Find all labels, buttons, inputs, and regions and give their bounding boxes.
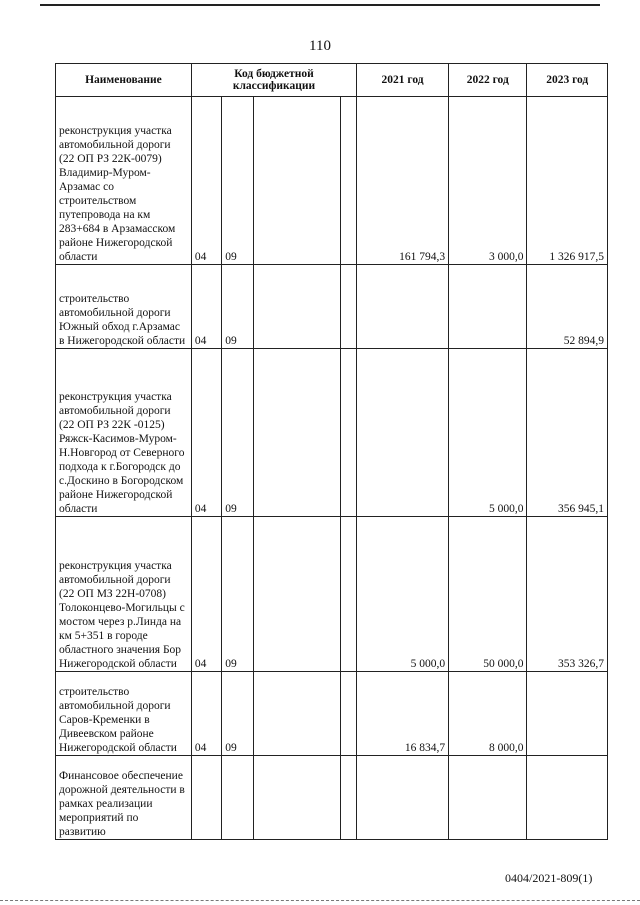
row-value-2021 xyxy=(357,349,449,517)
row-code-subsection: 09 xyxy=(222,97,253,265)
row-code-type xyxy=(341,756,357,840)
row-value-2021: 161 794,3 xyxy=(357,97,449,265)
row-name: строительство автомобильной дороги Саров-Кременки в Дивеевском районе Нижегородской области xyxy=(56,672,192,756)
row-code-section: 04 xyxy=(191,349,221,517)
page-number: 110 xyxy=(309,38,331,54)
row-value-2023: 356 945,1 xyxy=(527,349,608,517)
row-name: реконструкция участка автомобильной дороги (22 ОП МЗ 22Н-0708) Толоконцево-Могильцы с мостом через р.Линда на км 5+351 в городе областного значения Бор Нижегородской области xyxy=(56,517,192,672)
row-value-2023 xyxy=(527,756,608,840)
table-row xyxy=(56,265,608,349)
row-code-target xyxy=(253,265,341,349)
row-name: Финансовое обеспечение дорожной деятельности в рамках реализации мероприятий по развитию xyxy=(56,756,192,840)
row-name: строительство автомобильной дороги Южный обход г.Арзамас в Нижегородской области xyxy=(56,265,192,349)
row-code-subsection: 09 xyxy=(222,672,253,756)
row-name: реконструкция участка автомобильной дороги (22 ОП РЗ 22К -0125) Ряжск-Касимов-Муром-Н.Новгород от Северного подхода к г.Богородск до с.Доскино в Богородском районе Нижегородской области xyxy=(56,349,192,517)
row-code-subsection xyxy=(222,756,253,840)
row-value-2023 xyxy=(527,672,608,756)
table-row xyxy=(56,672,608,756)
row-value-2021 xyxy=(357,265,449,349)
row-value-2021 xyxy=(357,756,449,840)
row-code-subsection: 09 xyxy=(222,349,253,517)
row-code-section: 04 xyxy=(191,517,221,672)
row-code-target xyxy=(253,97,341,265)
row-value-2022: 5 000,0 xyxy=(449,349,527,517)
row-value-2021: 16 834,7 xyxy=(357,672,449,756)
header-name: Наименование xyxy=(56,64,192,97)
table-row xyxy=(56,97,608,265)
row-value-2021: 5 000,0 xyxy=(357,517,449,672)
header-2021: 2021 год xyxy=(357,64,449,97)
row-value-2023: 1 326 917,5 xyxy=(527,97,608,265)
document-code: 0404/2021-809(1) xyxy=(505,871,593,885)
table-row xyxy=(56,349,608,517)
row-value-2022: 8 000,0 xyxy=(449,672,527,756)
row-code-type xyxy=(341,349,357,517)
row-code-subsection: 09 xyxy=(222,517,253,672)
header-code: Код бюджетной классификации xyxy=(191,64,356,97)
row-value-2023: 353 326,7 xyxy=(527,517,608,672)
row-name: реконструкция участка автомобильной дороги (22 ОП РЗ 22К-0079) Владимир-Муром-Арзамас со строительством путепровода на км 283+684 в Арзамасском районе Нижегородской области xyxy=(56,97,192,265)
row-value-2022 xyxy=(449,756,527,840)
top-border-line xyxy=(40,4,600,6)
row-value-2022: 3 000,0 xyxy=(449,97,527,265)
row-code-target xyxy=(253,672,341,756)
row-code-section xyxy=(191,756,221,840)
row-code-type xyxy=(341,265,357,349)
row-code-target xyxy=(253,756,341,840)
row-code-target xyxy=(253,349,341,517)
budget-table xyxy=(55,63,608,840)
table-row xyxy=(56,756,608,840)
table-row xyxy=(56,517,608,672)
row-code-section: 04 xyxy=(191,672,221,756)
bottom-dashed-line xyxy=(0,900,640,902)
row-code-type xyxy=(341,672,357,756)
row-code-type xyxy=(341,517,357,672)
header-2022: 2022 год xyxy=(449,64,527,97)
row-code-subsection: 09 xyxy=(222,265,253,349)
row-code-type xyxy=(341,97,357,265)
row-code-section: 04 xyxy=(191,97,221,265)
row-value-2022 xyxy=(449,265,527,349)
header-2023: 2023 год xyxy=(527,64,608,97)
row-code-target xyxy=(253,517,341,672)
row-value-2023: 52 894,9 xyxy=(527,265,608,349)
row-code-section: 04 xyxy=(191,265,221,349)
row-value-2022: 50 000,0 xyxy=(449,517,527,672)
table-header-row xyxy=(56,64,608,97)
